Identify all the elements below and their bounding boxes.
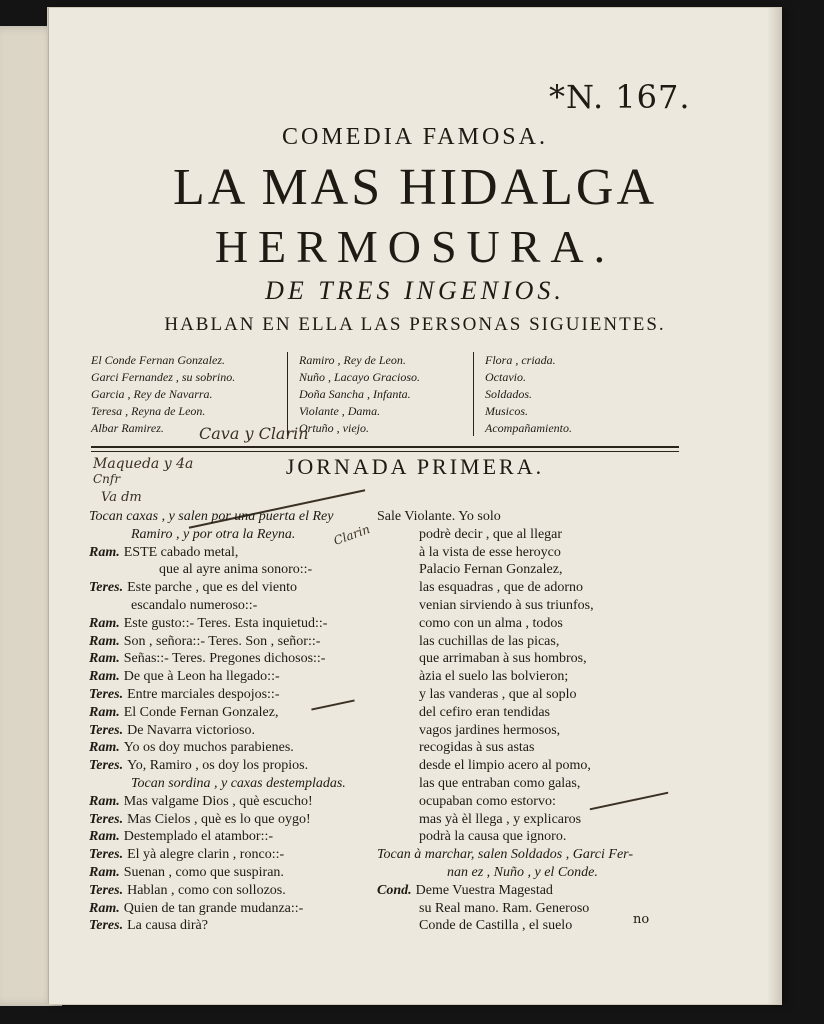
text-line: [89, 775, 389, 793]
verse-text: recogidas à sus astas: [419, 740, 535, 756]
handwritten-margin-note: Va dm: [101, 490, 142, 505]
text-line: [377, 882, 697, 900]
text-line: [89, 900, 389, 918]
text-line: [377, 668, 697, 686]
speaker-label: Teres.: [89, 722, 124, 738]
document-page: [48, 8, 781, 1004]
text-line: [89, 668, 389, 686]
text-line: [377, 526, 697, 544]
cast-entry: Doña Sancha , Infanta.: [299, 387, 411, 401]
cast-entry: Albar Ramirez.: [91, 421, 164, 435]
cast-entry: Octavio.: [485, 370, 526, 384]
title-line-2: HERMOSURA.: [214, 221, 616, 272]
verse-text: Mas valgame Dios , què escucho!: [123, 793, 313, 809]
text-line: [377, 633, 697, 651]
cast-entry: Garcia , Rey de Navarra.: [91, 387, 213, 401]
text-line: [89, 526, 389, 544]
verse-text: venian sirviendo à sus triunfos,: [419, 597, 594, 613]
text-line: [89, 633, 389, 651]
text-column-right: [377, 508, 697, 935]
text-line: [377, 739, 697, 757]
speaker-label: Ram.: [89, 544, 120, 560]
cast-entry: Flora , criada.: [485, 353, 556, 367]
cast-entry: Soldados.: [485, 387, 533, 401]
text-line: [89, 561, 389, 579]
verse-text: El Conde Fernan Gonzalez,: [123, 704, 279, 720]
verse-text: àzia el suelo las bolvieron;: [419, 669, 569, 685]
text-line: [377, 615, 697, 633]
speakers-heading: HABLAN EN ELLA LAS PERSONAS SIGUIENTES.: [164, 314, 666, 335]
speaker-label: Ram.: [89, 793, 120, 809]
text-line: [377, 864, 697, 882]
text-line: [377, 579, 697, 597]
text-line: [89, 597, 389, 615]
text-line: [89, 615, 389, 633]
text-line: [89, 811, 389, 829]
verse-text: podrè decir , que al llegar: [419, 526, 563, 542]
text-line: [377, 757, 697, 775]
verse-text: Palacio Fernan Gonzalez,: [419, 562, 563, 578]
verse-text: Conde de Castilla , el suelo: [419, 918, 573, 934]
text-line: [377, 508, 697, 526]
verse-text: las cuchillas de las picas,: [419, 633, 560, 649]
cast-entry: Garci Fernandez , su sobrino.: [91, 370, 236, 384]
verse-text: Sale Violante. Yo solo: [377, 509, 501, 524]
cast-entry: Teresa , Reyna de Leon.: [91, 404, 206, 418]
authors-line: DE TRES INGENIOS.: [265, 276, 565, 305]
verse-text: Quien de tan grande mudanza::-: [123, 900, 304, 916]
verse-text: El yà alegre clarin , ronco::-: [127, 847, 285, 863]
verse-text: De Navarra victorioso.: [127, 722, 255, 738]
cast-entry: Nuño , Lacayo Gracioso.: [299, 370, 420, 384]
text-line: [89, 722, 389, 740]
speaker-label: Teres.: [89, 882, 124, 898]
verse-text: Este gusto::- Teres. Esta inquietud::-: [123, 615, 328, 631]
speaker-label: Teres.: [89, 686, 124, 702]
verse-text: Yo os doy muchos parabienes.: [123, 740, 294, 756]
speaker-label: Ram.: [89, 704, 120, 720]
cast-column-3: [485, 352, 685, 437]
text-line: [377, 793, 697, 811]
handwritten-margin-note: Clarin: [331, 522, 372, 548]
speaker-label: Cond.: [377, 882, 412, 898]
text-line: [377, 597, 697, 615]
speaker-label: Ram.: [89, 633, 120, 649]
act-heading: JORNADA PRIMERA.: [285, 454, 545, 479]
cast-entry: Acompañamiento.: [485, 421, 572, 435]
verse-text: De que à Leon ha llegado::-: [123, 669, 280, 685]
verse-text: Este parche , que es del viento: [127, 580, 297, 596]
speaker-label: Ram.: [89, 829, 120, 845]
text-line: [89, 917, 389, 935]
text-line: [377, 828, 697, 846]
verse-text: mas yà èl llega , y explicaros: [419, 811, 582, 827]
text-line: [377, 650, 697, 668]
speaker-label: Teres.: [89, 580, 124, 596]
title-kicker: COMEDIA FAMOSA.: [282, 124, 548, 150]
verse-text: Hablan , como con sollozos.: [127, 882, 286, 898]
verse-text: ocupaban como estorvo:: [419, 793, 556, 809]
speaker-label: Teres.: [89, 918, 124, 934]
verse-text: Son , señora::- Teres. Son , señor::-: [123, 633, 321, 649]
cast-divider: [473, 352, 474, 436]
text-line: [377, 544, 697, 562]
text-line: [89, 882, 389, 900]
text-line: [377, 846, 697, 864]
verse-text: Yo, Ramiro , os doy los propios.: [127, 758, 309, 774]
section-rule: [91, 446, 679, 452]
text-line: [89, 757, 389, 775]
verse-text: Ramiro , y por otra la Reyna.: [131, 526, 296, 542]
text-line: [377, 704, 697, 722]
handwritten-note: Cava y Clarin: [199, 424, 309, 443]
verse-text: podrà la causa que ignoro.: [419, 829, 567, 845]
text-line: [89, 508, 389, 526]
verse-text: y las vanderas , que al soplo: [419, 686, 577, 702]
verse-text: Entre marciales despojos::-: [127, 686, 280, 702]
verse-text: Suenan , como que suspiran.: [123, 864, 284, 880]
handwritten-margin-note: Maqueda y 4a: [93, 456, 194, 472]
verse-text: desde el limpio acero al pomo,: [419, 758, 591, 774]
speaker-label: Teres.: [89, 811, 124, 827]
verse-text: que arrimaban à sus hombros,: [419, 651, 587, 667]
cast-column-2: [299, 352, 499, 437]
speaker-label: Ram.: [89, 740, 120, 756]
verse-text: ESTE cabado metal,: [123, 544, 239, 560]
text-line: [377, 811, 697, 829]
verse-text: Mas Cielos , què es lo que oygo!: [127, 811, 311, 827]
verse-text: Señas::- Teres. Pregones dichosos::-: [123, 651, 326, 667]
text-column-left: [89, 508, 389, 935]
speaker-label: Ram.: [89, 669, 120, 685]
text-line: [377, 722, 697, 740]
text-line: [89, 650, 389, 668]
cast-entry: Ortuño , viejo.: [299, 421, 369, 435]
text-line: [377, 561, 697, 579]
handwritten-margin-note: Cnfr: [93, 472, 121, 486]
verse-text: su Real mano. Ram. Generoso: [419, 900, 590, 916]
text-line: [89, 544, 389, 562]
text-line: [377, 686, 697, 704]
cast-entry: Ramiro , Rey de Leon.: [299, 353, 406, 367]
verse-text: nan ez , Nuño , y el Conde.: [447, 864, 598, 880]
text-line: [89, 704, 389, 722]
verse-text: à la vista de esse heroyco: [419, 544, 561, 560]
verse-text: las que entraban como galas,: [419, 775, 581, 791]
verse-text: Deme Vuestra Magestad: [415, 882, 553, 898]
text-line: [89, 846, 389, 864]
verse-text: como con un alma , todos: [419, 615, 563, 631]
text-line: [89, 828, 389, 846]
verse-text: escandalo numeroso::-: [131, 597, 258, 613]
title-line-1: LA MAS HIDALGA: [173, 159, 657, 216]
verse-text: Tocan sordina , y caxas destempladas.: [131, 775, 346, 791]
text-line: [89, 739, 389, 757]
verse-text: La causa dirà?: [127, 918, 208, 934]
verse-text: vagos jardines hermosos,: [419, 722, 561, 738]
page-number: *N. 167.: [549, 78, 691, 116]
speaker-label: Ram.: [89, 615, 120, 631]
speaker-label: Ram.: [89, 900, 120, 916]
text-line: [89, 579, 389, 597]
verse-text: del cefiro eran tendidas: [419, 704, 550, 720]
cast-entry: El Conde Fernan Gonzalez.: [91, 353, 225, 367]
verse-text: las esquadras , que de adorno: [419, 580, 584, 596]
verse-text: Tocan à marchar, salen Soldados , Garci Fer-: [377, 847, 633, 863]
speaker-label: Teres.: [89, 758, 124, 774]
cast-entry: Violante , Dama.: [299, 404, 381, 418]
text-line: [89, 686, 389, 704]
verse-text: Tocan caxas , y salen por una puerta el Rey: [89, 509, 334, 524]
verse-text: Destemplado el atambor::-: [123, 829, 274, 845]
speaker-label: Teres.: [89, 847, 124, 863]
speaker-label: Ram.: [89, 864, 120, 880]
speaker-label: Ram.: [89, 651, 120, 667]
text-line: [377, 775, 697, 793]
text-line: [89, 793, 389, 811]
verse-text: que al ayre anima sonoro::-: [159, 562, 313, 578]
text-line: [89, 864, 389, 882]
catchword: no: [633, 912, 650, 927]
cast-entry: Musicos.: [485, 404, 528, 418]
